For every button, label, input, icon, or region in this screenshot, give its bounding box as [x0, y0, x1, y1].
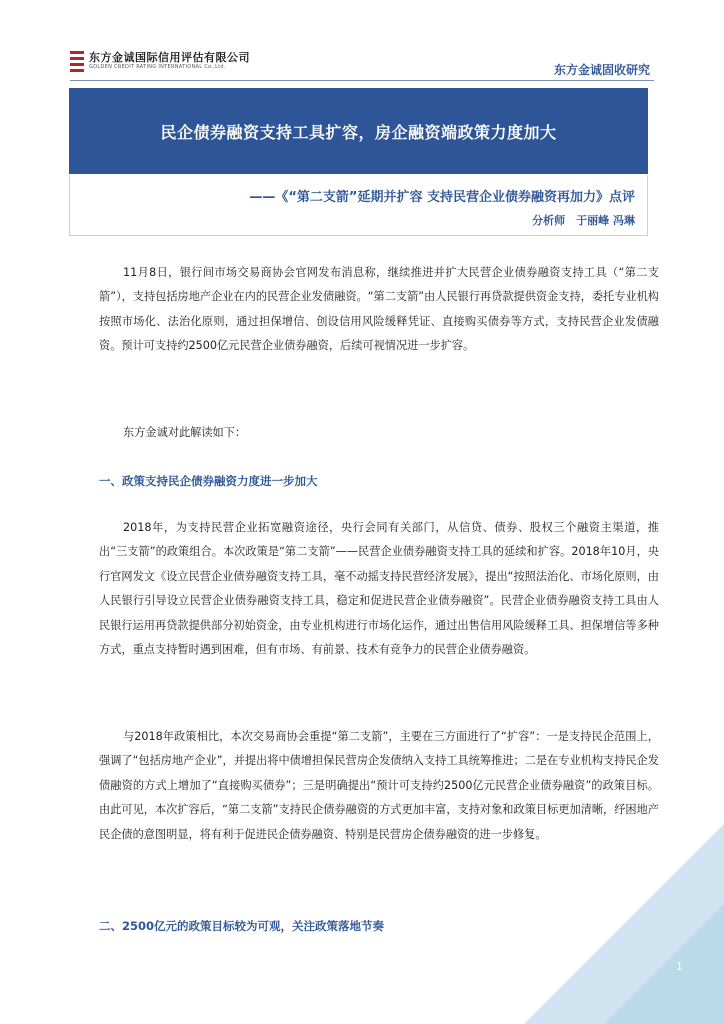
- page-number: 1: [676, 960, 683, 973]
- company-name-en: GOLDEN CREDIT RATING INTERNATIONAL Co.,Ltd.: [89, 64, 226, 70]
- paragraph-intro: 11月8日，银行间市场交易商协会官网发布消息称，继续推进并扩大民营企业债券融资支持工具（“第二支箭”），支持包括房地产企业在内的民营企业发债融资。“第二支箭”由人民银行再贷款提供资金支持，委托专业机构按照市场化、法治化原则，通过担保增信、创设信用风险缓释凭证、直接购买债券等方式，支持民营企业发债融资。预计可支持约2500亿元民营企业债券融资，后续可视情况进一步扩容。: [99, 266, 659, 353]
- section-heading-1: 一、政策支持民企债券融资力度进一步加大: [99, 474, 318, 488]
- subtitle: ——《“第二支箭”延期并扩容 支持民营企业债券融资再加力》点评: [249, 190, 635, 205]
- corner-decoration-inner: [604, 904, 724, 1024]
- company-logo: [70, 50, 250, 72]
- title-banner: [69, 88, 648, 174]
- company-name-cn: 东方金诚国际信用评估有限公司: [89, 51, 250, 64]
- paragraph-background: 2018年，为支持民营企业拓宽融资途径，央行会同有关部门，从信贷、债券、股权三个融资主渠道，推出“三支箭”的政策组合。本次政策是“第二支箭”——民营企业债券融资支持工具的延续和扩容。2018年10月，央行官网发文《设立民营企业债券融资支持工具，毫不动摇支持民营经济发展》，提出“按照法治化、市场化原则，由人民银行引导设立民营企业债券融资支持工具，稳定和促进民营企业债券融资”。民营企业债券融资支持工具由人民银行运用再贷款提供部分初始资金，由专业机构进行市场化运作，通过出售信用风险缓释工具、担保增信等多种方式，重点支持暂时遇到困难，但有市场、有前景、技术有竞争力的民营企业债券融资。: [99, 521, 659, 657]
- page-title: 民企债券融资支持工具扩容，房企融资端政策力度加大: [160, 122, 557, 142]
- analyst-names: 分析师 于丽峰 冯琳: [532, 214, 635, 227]
- subtitle-box: [69, 175, 648, 236]
- logo-icon: [70, 50, 84, 72]
- section-heading-2: 二、2500亿元的政策目标较为可观，关注政策落地节奏: [99, 919, 385, 933]
- department-label: 东方金诚固收研究: [553, 63, 650, 77]
- header-divider: [70, 80, 654, 81]
- paragraph-comparison: 与2018年政策相比，本次交易商协会重提“第二支箭”，主要在三方面进行了“扩容”：一是支持民企范围上，强调了“包括房地产企业”，并提出将中债增担保民营房企发债纳入支持工具统筹推进；二是在专业机构支持民企发债融资的方式上增加了“直接购买债券”；三是明确提出“预计可支持约2500亿元民营企业债券融资”的政策目标。由此可见，本次扩容后，“第二支箭”支持民企债券融资的方式更加丰富，支持对象和政策目标更加清晰，纾困地产民企债的意图明显，将有利于促进民企债券融资、特别是民营房企债券融资的进一步修复。: [99, 730, 659, 841]
- paragraph-lead: 东方金诚对此解读如下：: [123, 426, 247, 439]
